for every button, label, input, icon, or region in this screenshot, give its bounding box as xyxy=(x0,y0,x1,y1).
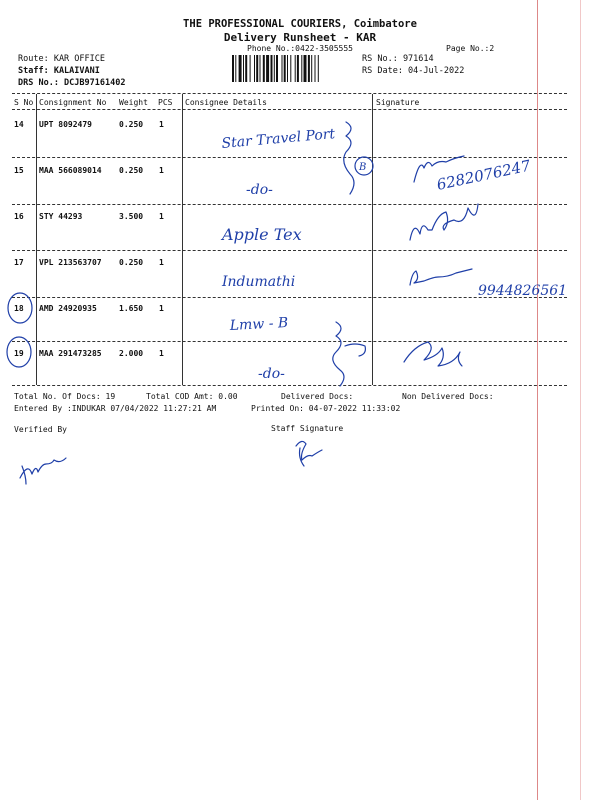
row-weight: 1.650 xyxy=(119,304,144,313)
row-weight: 0.250 xyxy=(119,258,144,267)
row-sno: 19 xyxy=(14,349,24,358)
row-consignment: UPT 8092479 xyxy=(39,120,92,129)
handwritten-consignee-row19: -do- xyxy=(258,366,285,382)
col-header-consignee: Consignee Details xyxy=(185,98,267,107)
rs-date: RS Date: 04-Jul-2022 xyxy=(362,66,465,76)
staff-signature-label: Staff Signature xyxy=(271,424,344,433)
total-docs: Total No. Of Docs: 19 xyxy=(14,392,116,401)
signature-row19 xyxy=(404,342,462,366)
row-weight: 0.250 xyxy=(119,120,144,129)
row-pcs: 1 xyxy=(159,166,164,175)
brace-mark xyxy=(344,122,354,194)
rs-number: RS No.: 971614 xyxy=(362,54,434,64)
handwritten-phone-row15: 6282076247 xyxy=(435,156,533,194)
staff-signature-mark xyxy=(296,441,322,466)
row-consignment: VPL 213563707 xyxy=(39,258,102,267)
phone-number: Phone No.:0422-3505555 xyxy=(247,44,353,53)
non-delivered-docs: Non Delivered Docs: xyxy=(402,392,494,401)
row-sno: 15 xyxy=(14,166,24,175)
col-header-signature: Signature xyxy=(376,98,420,107)
handwritten-consignee-row18: Lmw - B xyxy=(229,314,289,334)
page-number: Page No.:2 xyxy=(446,44,495,53)
row-pcs: 1 xyxy=(159,212,164,221)
row-consignment: MAA 291473285 xyxy=(39,349,102,358)
handwritten-consignee-row16: Apple Tex xyxy=(222,225,302,244)
row-weight: 3.500 xyxy=(119,212,144,221)
handwritten-consignee-row15: -do- xyxy=(246,182,273,198)
handwritten-phone-row17: 9944826561 xyxy=(478,283,568,299)
circle-mark-row18 xyxy=(8,293,32,323)
handwritten-consignee-row17: Indumathi xyxy=(222,274,296,290)
row-sno: 16 xyxy=(14,212,24,221)
row-weight: 2.000 xyxy=(119,349,144,358)
row-weight: 0.250 xyxy=(119,166,144,175)
circle-letter-b: B xyxy=(359,162,367,173)
col-header-sno: S No xyxy=(14,98,34,107)
row-sno: 18 xyxy=(14,304,24,313)
row-consignment: AMD 24920935 xyxy=(39,304,97,313)
total-cod: Total COD Amt: 0.00 xyxy=(146,392,238,401)
document-title: Delivery Runsheet - KAR xyxy=(223,31,377,44)
col-header-weight: Weight xyxy=(119,98,148,107)
signature-row17 xyxy=(410,269,472,285)
row-consignment: STY 44293 xyxy=(39,212,83,221)
brace-mark xyxy=(333,322,344,386)
row-pcs: 1 xyxy=(159,304,164,313)
printed-on: Printed On: 04-07-2022 11:33:02 xyxy=(251,404,401,413)
ink-stroke xyxy=(345,344,365,356)
delivered-docs: Delivered Docs: xyxy=(281,392,354,401)
row-sno: 14 xyxy=(14,120,24,129)
signature-row16 xyxy=(410,204,478,240)
drs-number: DRS No.: DCJB97161402 xyxy=(18,78,126,88)
verifier-signature xyxy=(20,458,66,484)
row-pcs: 1 xyxy=(159,120,164,129)
route-label: Route: KAR OFFICE xyxy=(18,54,105,64)
handwritten-consignee-row14: Star Travel Port xyxy=(220,126,336,152)
row-pcs: 1 xyxy=(159,258,164,267)
row-consignment: MAA 566089014 xyxy=(39,166,102,175)
col-header-pcs: PCS xyxy=(158,98,173,107)
row-sno: 17 xyxy=(14,258,24,267)
col-header-consignment: Consignment No xyxy=(39,98,107,107)
row-pcs: 1 xyxy=(159,349,164,358)
entered-by: Entered By :INDUKAR 07/04/2022 11:27:21 AM xyxy=(14,404,217,413)
circle-mark-row19 xyxy=(7,337,31,367)
staff-label: Staff: KALAIVANI xyxy=(18,66,100,76)
company-name: THE PROFESSIONAL COURIERS, Coimbatore xyxy=(183,18,417,30)
verified-by-label: Verified By xyxy=(14,425,67,434)
